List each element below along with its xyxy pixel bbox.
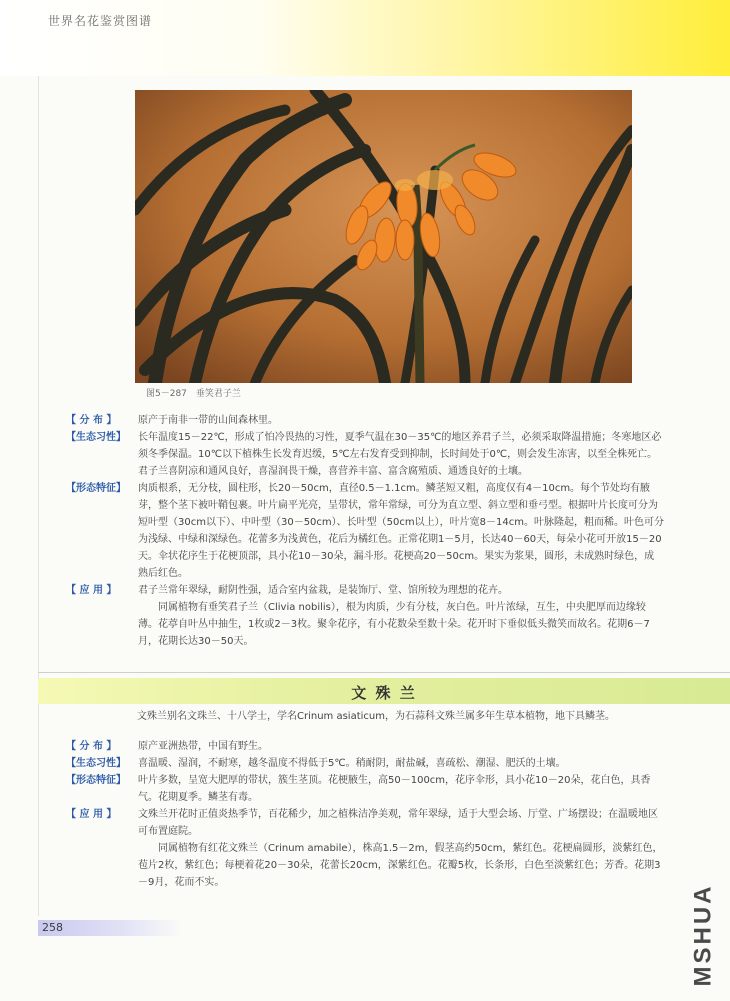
distribution-row xyxy=(66,412,664,429)
morphology-label: 【形态特征】 xyxy=(66,775,126,786)
clivia-photo-image xyxy=(135,90,632,383)
morphology-row xyxy=(66,480,664,582)
figure-caption: 图5－287 垂笑君子兰 xyxy=(146,389,241,399)
application-label: 【 应 用 】 xyxy=(66,809,117,820)
ecology-label: 【生态习性】 xyxy=(66,432,126,443)
ecology-label: 【生态习性】 xyxy=(66,758,126,769)
ecology-row xyxy=(66,429,664,480)
watermark xyxy=(676,880,730,990)
ecology-row xyxy=(66,755,664,772)
distribution-row xyxy=(66,738,664,755)
page-number: 258 xyxy=(38,920,182,936)
application-text: 文殊兰开花时正值炎热季节，百花稀少，加之植株洁净美观，常年翠绿，适于大型会场、厅堂、广场摆设；在温暖地区可布置庭院。 xyxy=(138,809,658,837)
section-title-bar xyxy=(38,678,730,704)
application-label: 【 应 用 】 xyxy=(66,585,117,596)
morphology-text: 肉质根系，无分枝，圆柱形，长20－50cm，直径0.5－1.1cm。鳞茎短又粗，高度仅有4－10cm。每个节处均有腋芽，整个茎下被叶鞘包裹。叶片扁平光亮，呈带状，常年常绿，可分为直立型、斜立型和垂弓型。根据叶片长度可分为短叶型（30cm以下）、中叶型（30－50cm）、长叶型（50cm以上），叶片宽8－14cm。叶脉隆起，粗而稀。叶色可分为浅绿、中绿和深绿色。花蕾多为浅黄色，花后为橘红色。正常花期1－5月，长达40－60天，每朵小花可开放15－20天。伞状花序生于花梗顶部，具小花10－30朵，漏斗形。花梗高20－50cm。果实为浆果，圆形，未成熟时绿色，成熟后红色。 xyxy=(138,483,664,579)
morphology-row xyxy=(66,772,664,806)
section-divider xyxy=(38,672,730,673)
clivia-photo xyxy=(135,90,632,383)
application-row xyxy=(66,806,664,840)
crinum-description xyxy=(66,738,664,891)
distribution-text: 原产于南非一带的山间森林里。 xyxy=(138,415,278,426)
margin-rule xyxy=(38,76,39,916)
application-row xyxy=(66,582,664,599)
distribution-text: 原产亚洲热带，中国有野生。 xyxy=(138,741,268,752)
book-title: 世界名花鉴赏图谱 xyxy=(48,14,153,28)
clivia-description xyxy=(66,412,664,650)
distribution-label: 【 分 布 】 xyxy=(66,741,117,752)
section-title: 文 殊 兰 xyxy=(351,684,417,702)
distribution-label: 【 分 布 】 xyxy=(66,415,117,426)
ecology-text: 喜温暖、湿润，不耐寒，越冬温度不得低于5℃。稍耐阴，耐盐碱，喜疏松、潮湿、肥沃的土壤。 xyxy=(138,758,566,769)
morphology-label: 【形态特征】 xyxy=(66,483,126,494)
ecology-text: 长年温度15－22℃，形成了怕冷畏热的习性，夏季气温在30－35℃的地区养君子兰，必须采取降温措施；冬寒地区必须冬季保温。10℃以下植株生长发育迟缓，5℃左右发育受到抑制，长时间处于0℃，则会发生冻害，以至全株死亡。君子兰喜阴凉和通风良好，喜湿润畏干燥，喜营养丰富、富含腐殖质、通透良好的土壤。 xyxy=(138,432,662,477)
related-species-paragraph: 同属植物有红花文殊兰（Crinum amabile），株高1.5－2m，假茎高约50cm，紫红色。花梗扁圆形，淡紫红色，苞片2枚，紫红色；每梗着花20－30朵，花蕾长20cm，深紫红色。花瓣5枚，长条形，白色至淡紫红色；芳香。花期3－9月，花而不实。 xyxy=(138,843,663,888)
watermark-text: MSHUA xyxy=(689,883,716,987)
section-intro: 文殊兰别名文珠兰、十八学士，学名Crinum asiaticum，为石蒜科文殊兰属多年生草本植物，地下具鳞茎。 xyxy=(137,711,615,722)
application-text: 君子兰常年翠绿，耐阴性强，适合室内盆栽，是装饰厅、堂、馆所较为理想的花卉。 xyxy=(138,585,508,596)
related-species-paragraph: 同属植物有垂笑君子兰（Clivia nobilis），根为肉质，少有分枝，灰白色。叶片浓绿，互生，中央肥厚而边缘较薄。花葶自叶丛中抽生，1枚或2－3枚。聚伞花序，有小花数朵至数十朵。花开时下垂似低头微笑而故名。花期6－7月，花期长达30－50天。 xyxy=(138,602,650,647)
morphology-text: 叶片多数，呈宽大肥厚的带状，簇生茎顶。花梗腋生，高50－100cm，花序伞形，具小花10－20朵，花白色，具香气。花期夏季。鳞茎有毒。 xyxy=(138,775,651,803)
